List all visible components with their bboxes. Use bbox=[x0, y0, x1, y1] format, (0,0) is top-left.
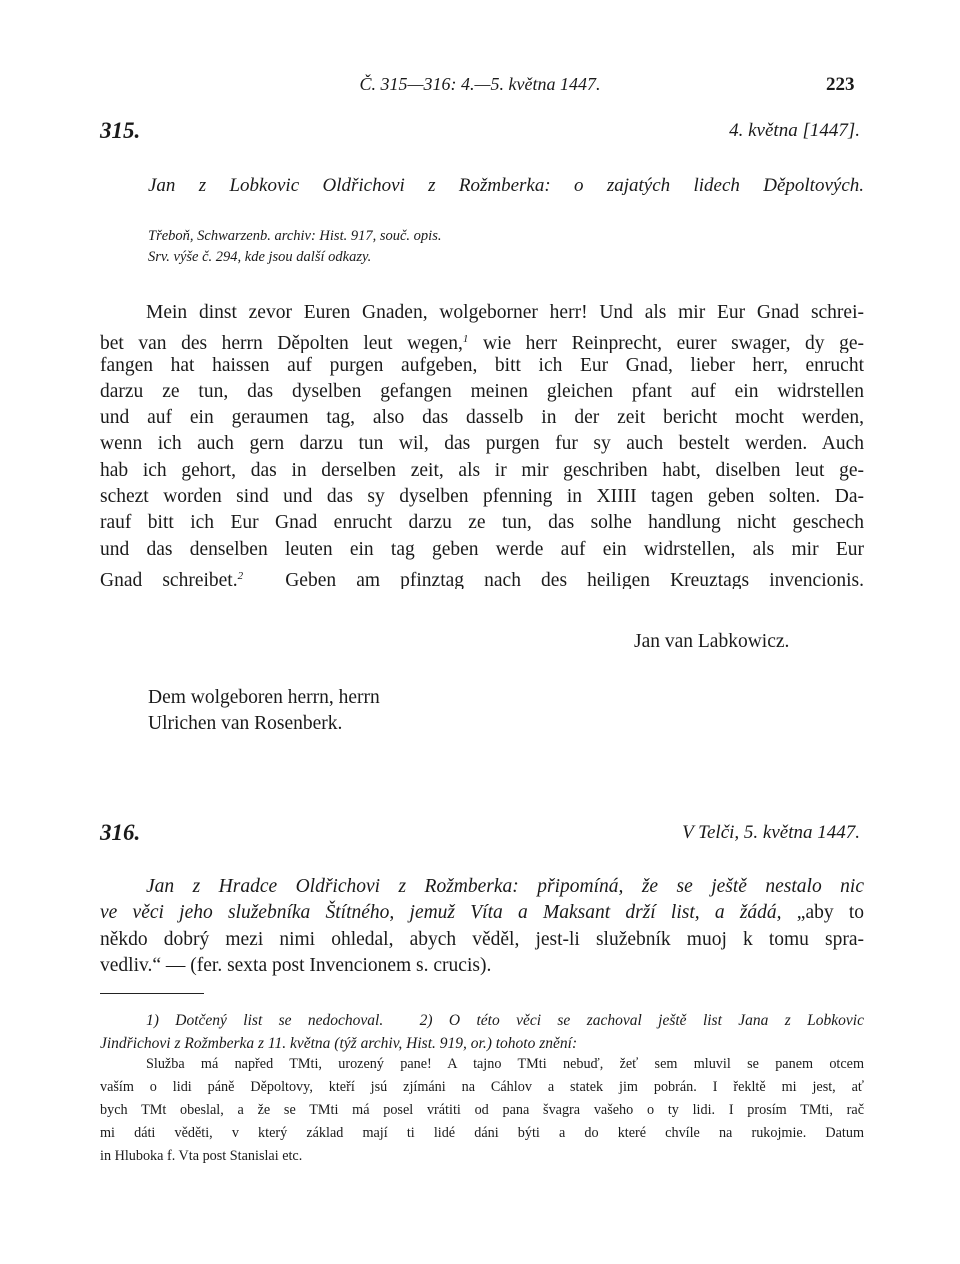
regest-line: někdo dobrý mezi nimi ohledal, abych věděl, jest-li služebník muoj k tomu spra- bbox=[100, 928, 864, 950]
text-line: rauf bitt ich Eur Gnad enrucht darzu ze tun, das solhe handlung nicht geschech bbox=[100, 512, 864, 534]
regest-line bbox=[100, 900, 864, 926]
quote-line: vaším o lidi páně Děpoltovy, kteří jsú zjímáni na Cáhlov a statek jim pobrán. I řekltě mi jest, ať bbox=[100, 1079, 864, 1095]
text-line: fangen hat haissen auf purgen aufgeben, bitt ich Eur Gnad, lieber herr, enrucht bbox=[100, 354, 864, 376]
footnote-line bbox=[100, 1009, 864, 1032]
address-line-1: Dem wolgeboren herrn, herrn bbox=[148, 687, 380, 708]
regest-line: vedliv.“ — (fer. sexta post Invencionem s. crucis). bbox=[100, 954, 492, 976]
document-date-316: V Telči, 5. května 1447. bbox=[682, 822, 860, 843]
footnote-mark: 2 bbox=[237, 569, 244, 582]
footnote-2: 2) O této věci se zachoval ještě list Jana z Lobkovic bbox=[419, 1012, 864, 1029]
text-segment: Gnad schreibet. bbox=[100, 569, 238, 590]
address-line-2: Ulrichen van Rosenberk. bbox=[148, 713, 343, 734]
footnotes bbox=[100, 1009, 864, 1055]
footnote-quote bbox=[100, 1053, 864, 1168]
footnote-rule bbox=[100, 993, 204, 994]
quote-line: bych TMt obeslal, a že se TMti má posel vrátiti od pana švagra vašeho o ty lidi. I prosím TMti, rač bbox=[100, 1102, 864, 1118]
text-line: darzu ze tun, das dyselben gefangen meinen gleichen pfant auf ein widrstellen bbox=[100, 380, 864, 402]
text-segment: Geben am pfinztag nach des heiligen Kreuztags invencionis. bbox=[285, 569, 864, 590]
document-number-316: 316. bbox=[100, 820, 141, 845]
document-number-315: 315. bbox=[100, 118, 141, 143]
text-segment: ve věci jeho služebníka Štítného, jemuž Víta a Maksant drží list, a žádá, bbox=[100, 902, 782, 924]
quote-line: in Hluboka f. Vta post Stanislai etc. bbox=[100, 1148, 303, 1164]
regest-line: Jan z Hradce Oldřichovi z Rožmberka: připomíná, že se ještě nestalo nic bbox=[146, 876, 864, 897]
running-head: Č. 315—316: 4.—5. května 1447. bbox=[359, 74, 601, 94]
text-line: schezt worden sind und das sy dyselben pfenning in XIIII tagen geben solten. Da- bbox=[100, 486, 864, 508]
text-segment: bet van des herrn Děpolten leut wegen, bbox=[100, 333, 463, 353]
letter-text-315 bbox=[100, 300, 864, 589]
text-line bbox=[100, 563, 864, 589]
footnote-1: 1) Dotčený list se nedochoval. bbox=[146, 1012, 384, 1029]
page-number: 223 bbox=[826, 74, 855, 95]
signature-315: Jan van Labkowicz. bbox=[634, 631, 790, 652]
quote-line: Služba má napřed TMti, urozený pane! A tajno TMti nebuď, žeť sem mluvil se panem otcem bbox=[146, 1056, 864, 1072]
text-line: und auf ein geraumen tag, also das dasselb in der zeit bericht mocht werden, bbox=[100, 407, 864, 429]
footnote-line: Jindřichovi z Rožmberka z 11. května (týž archiv, Hist. 919, or.) tohoto znění: bbox=[100, 1035, 578, 1052]
text-line bbox=[100, 326, 864, 352]
text-line: wenn ich auch gern darzu tun wil, das purgen fur sy auch bestelt werden. Auch bbox=[100, 433, 864, 455]
text-segment: „aby to bbox=[796, 902, 864, 924]
text-line: Mein dinst zevor Euren Gnaden, wolgeborner herr! Und als mir Eur Gnad schrei- bbox=[146, 302, 864, 323]
source-reference-315: Srv. výše č. 294, kde jsou další odkazy. bbox=[148, 249, 372, 265]
regest-315: Jan z Lobkovic Oldřichovi z Rožmberka: o zajatých lidech Děpoltových. bbox=[148, 175, 864, 196]
footnote-mark: 1 bbox=[462, 333, 469, 346]
text-line: hab ich gehort, das in derselben zeit, als ir mir geschriben habt, diselben leut ge- bbox=[100, 459, 864, 481]
regest-316 bbox=[100, 874, 864, 979]
document-date-315: 4. května [1447]. bbox=[729, 120, 860, 141]
text-line: und das denselben leuten ein tag geben werde auf ein widrstellen, als mir Eur bbox=[100, 538, 864, 560]
quote-line: mi dáti věděti, v který základ mají ti lidé dáni býti a do které chvíle na rukojmie. Datum bbox=[100, 1125, 864, 1141]
text-segment: wie herr Reinprecht, eurer swager, dy ge- bbox=[482, 333, 864, 353]
source-archive-315: Třeboň, Schwarzenb. archiv: Hist. 917, souč. opis. bbox=[148, 228, 442, 244]
